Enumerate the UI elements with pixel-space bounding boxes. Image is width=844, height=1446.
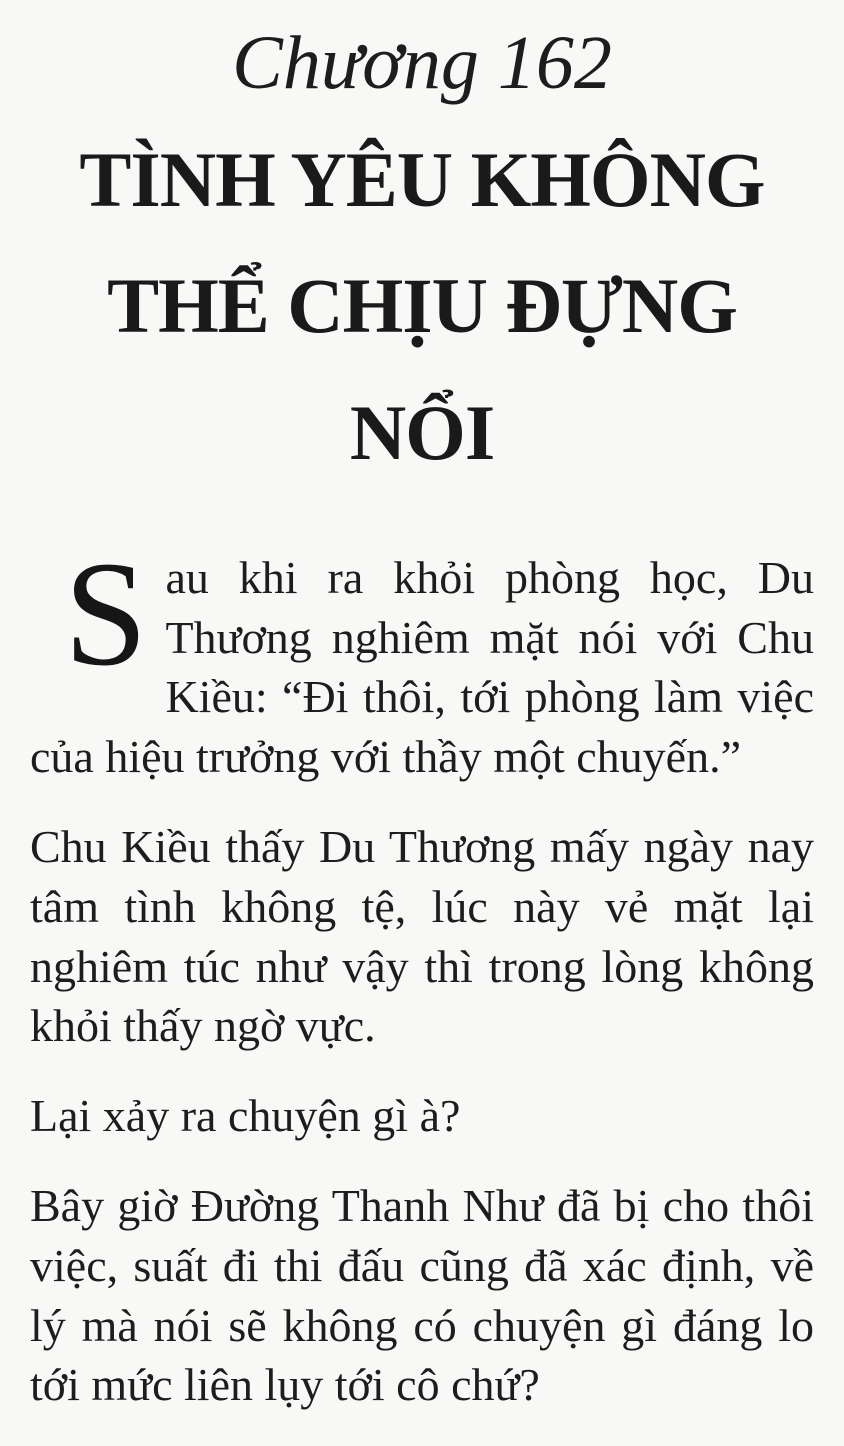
paragraph: Sau khi ra khỏi phòng học, Du Thương nghiêm mặt nói với Chu Kiều: “Đi thôi, tới phòng làm việc của hiệu trưởng với thầy một chuyến.” — [30, 530, 814, 783]
drop-cap: S — [64, 530, 148, 697]
paragraph: Lại xảy ra chuyện gì à? — [30, 1090, 461, 1142]
chapter-title: TÌNH YÊU KHÔNG THỂ CHỊU ĐỰNG NỔI — [79, 135, 765, 476]
chapter-number: Chương 162 — [232, 21, 612, 105]
paragraph: Bây giờ Đường Thanh Như đã bị cho thôi việc, suất đi thi đấu cũng đã xác định, về lý mà nói sẽ không có chuyện gì đáng lo tới mức liên lụy tới cô chứ? — [30, 1180, 814, 1411]
chapter-header — [30, 14, 814, 496]
chapter-body — [30, 530, 814, 1415]
paragraph: Chu Kiều thấy Du Thương mấy ngày nay tâm tình không tệ, lúc này vẻ mặt lại nghiêm túc như vậy thì trong lòng không khỏi thấy ngờ vực. — [30, 821, 814, 1052]
